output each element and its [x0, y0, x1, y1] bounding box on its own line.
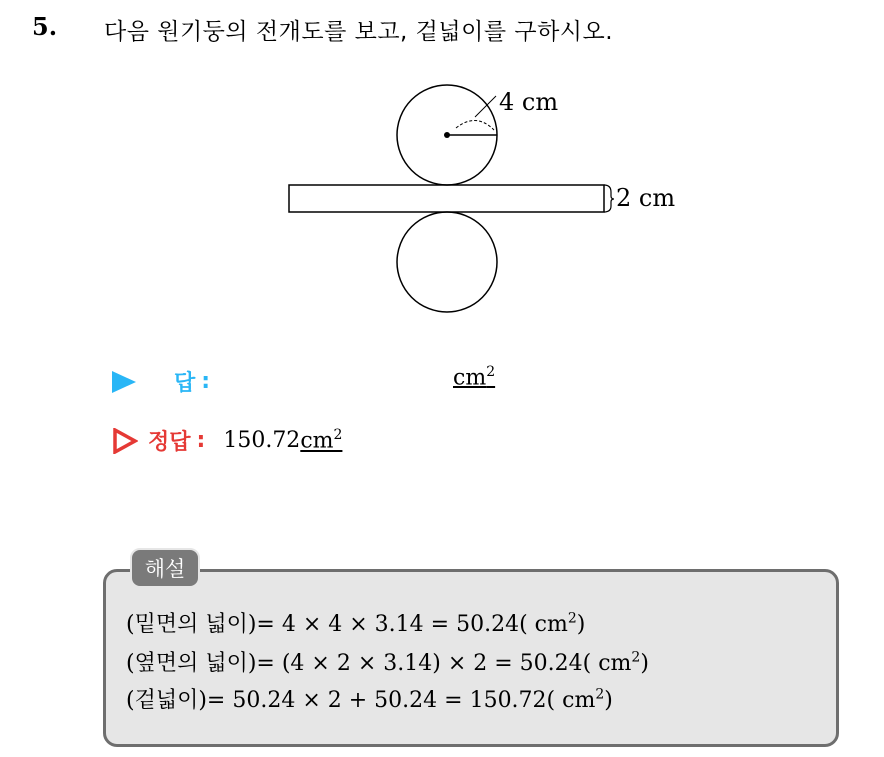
- height-brace: [604, 185, 614, 212]
- correct-answer-row: [112, 425, 342, 456]
- explanation-line-base-area: (밑면의 넓이)= 4 × 4 × 3.14 = 50.24( $cm^2$): [126, 610, 586, 637]
- answer-colon: :: [201, 369, 211, 394]
- radius-label: 4 cm: [499, 88, 559, 116]
- answer-row: [112, 366, 210, 397]
- explanation-line-side-area: (옆면의 넓이)= (4 × 2 × 3.14) × 2 = 50.24( $cm^2$): [126, 649, 649, 676]
- explanation-tag: 해설: [130, 548, 200, 588]
- height-label: 2 cm: [616, 184, 676, 212]
- answer-unit-blank[interactable]: [453, 364, 495, 390]
- bottom-base-circle: [397, 212, 497, 312]
- correct-answer-colon: :: [196, 428, 206, 453]
- question-number: 5.: [32, 12, 58, 41]
- side-rectangle: [289, 185, 604, 212]
- cylinder-net-diagram: [280, 80, 700, 330]
- correct-play-outline-icon: [112, 428, 138, 454]
- answer-play-icon: [112, 371, 136, 393]
- explanation-line-total-area: (겉넓이)= 50.24 × 2 + 50.24 = 150.72( $cm^2$): [126, 686, 613, 713]
- correct-answer-unit: $cm^2$: [300, 427, 343, 454]
- question-text: 다음 원기둥의 전개도를 보고, 겉넓이를 구하시오.: [104, 19, 614, 45]
- radius-dimension-arc: [456, 120, 494, 130]
- answer-unit-exponent: 2: [486, 364, 496, 380]
- answer-label: 답: [174, 371, 196, 396]
- correct-unit-exponent: 2: [333, 427, 343, 444]
- answer-unit: $cm^2$: [453, 364, 496, 391]
- correct-answer-value: 150.72: [223, 428, 301, 453]
- correct-answer-label: 정답: [148, 430, 191, 455]
